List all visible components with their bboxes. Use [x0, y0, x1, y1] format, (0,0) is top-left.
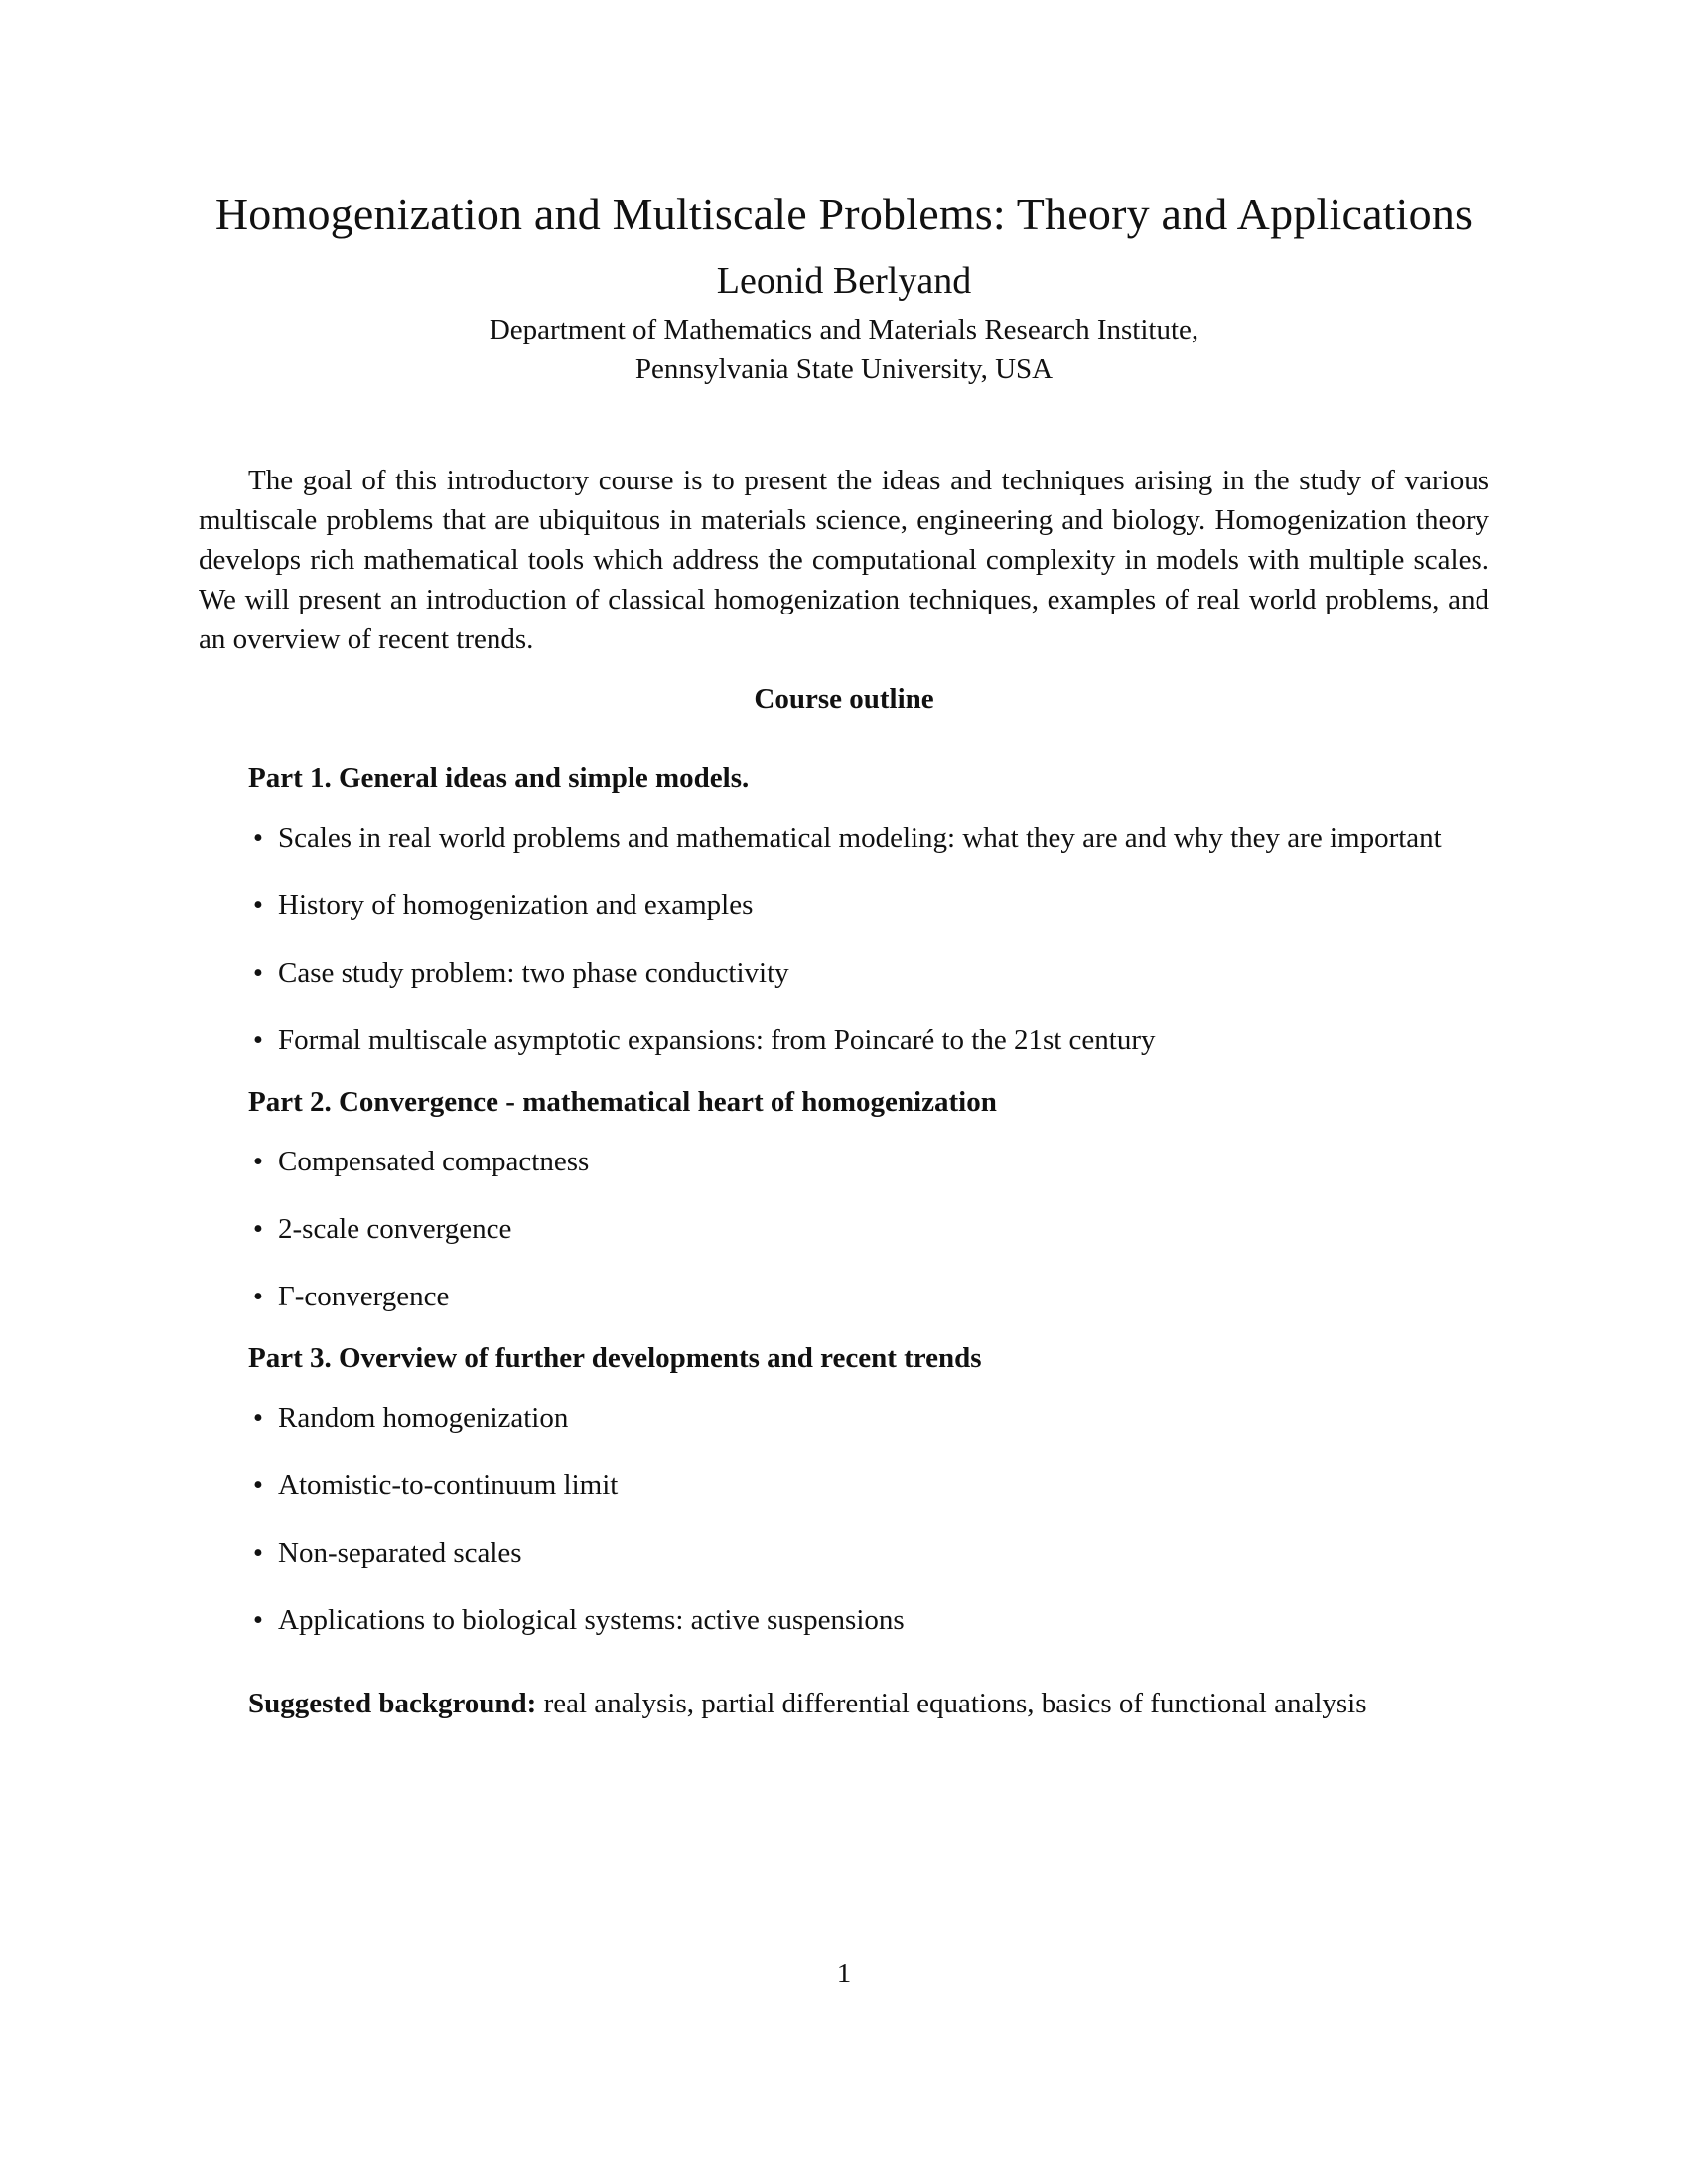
page-content	[199, 187, 1489, 1723]
affiliation-line-2: Pennsylvania State University, USA	[634, 353, 1054, 385]
part-2-list	[199, 1142, 1489, 1316]
bullet-icon: •	[252, 822, 264, 854]
affiliation-line-1: Department of Mathematics and Materials Research Institute,	[489, 314, 1199, 345]
list-item: • Case study problem: two phase conductivity	[278, 953, 1489, 993]
list-item: • 2-scale convergence	[278, 1209, 1489, 1249]
bullet-icon: •	[252, 957, 264, 989]
list-item: • Scales in real world problems and mathematical modeling: what they are and why they are important	[278, 818, 1489, 858]
list-item: • Non-separated scales	[278, 1533, 1489, 1572]
bullet-icon: •	[252, 1402, 264, 1433]
list-item: • Atomistic-to-continuum limit	[278, 1465, 1489, 1505]
list-item: • Formal multiscale asymptotic expansions: from Poincaré to the 21st century	[278, 1021, 1489, 1060]
bullet-icon: •	[252, 1024, 264, 1056]
bullet-icon: •	[252, 1537, 264, 1569]
part-1-list	[199, 818, 1489, 1060]
bullet-icon: •	[252, 1604, 264, 1636]
page-number: 1	[836, 1958, 852, 1989]
bullet-icon: •	[252, 1469, 264, 1501]
suggested-background-paragraph	[199, 1684, 1489, 1723]
list-item: • Γ-convergence	[278, 1277, 1489, 1316]
abstract-paragraph: The goal of this introductory course is to present the ideas and techniques arising in the study of various multiscale problems that are ubiquitous in materials science, engineering and biology. Homogenization theory develops rich mathematical tools which address the computational complexity in models with multiple scales. We will present an introduction of classical homogenization techniques, examples of real world problems, and an overview of recent trends.	[199, 465, 1489, 655]
part-2-heading: Part 2. Convergence - mathematical heart of homogenization	[248, 1086, 997, 1118]
list-item: • Random homogenization	[278, 1398, 1489, 1437]
bullet-icon: •	[252, 1213, 264, 1245]
list-item: • Applications to biological systems: active suspensions	[278, 1600, 1489, 1640]
part-3-heading: Part 3. Overview of further developments and recent trends	[248, 1342, 982, 1374]
bullet-icon: •	[252, 1281, 264, 1312]
list-item: • History of homogenization and examples	[278, 886, 1489, 925]
suggested-background-text: real analysis, partial differential equations, basics of functional analysis	[536, 1688, 1367, 1719]
list-item: • Compensated compactness	[278, 1142, 1489, 1181]
part-3-list	[199, 1398, 1489, 1640]
bullet-icon: •	[252, 1146, 264, 1177]
suggested-background-label: Suggested background:	[248, 1688, 537, 1719]
bullet-icon: •	[252, 889, 264, 921]
course-outline-heading: Course outline	[754, 683, 934, 715]
document-title: Homogenization and Multiscale Problems: Theory and Applications	[214, 189, 1474, 239]
author-name: Leonid Berlyand	[716, 260, 972, 302]
part-1-heading: Part 1. General ideas and simple models.	[248, 762, 750, 794]
